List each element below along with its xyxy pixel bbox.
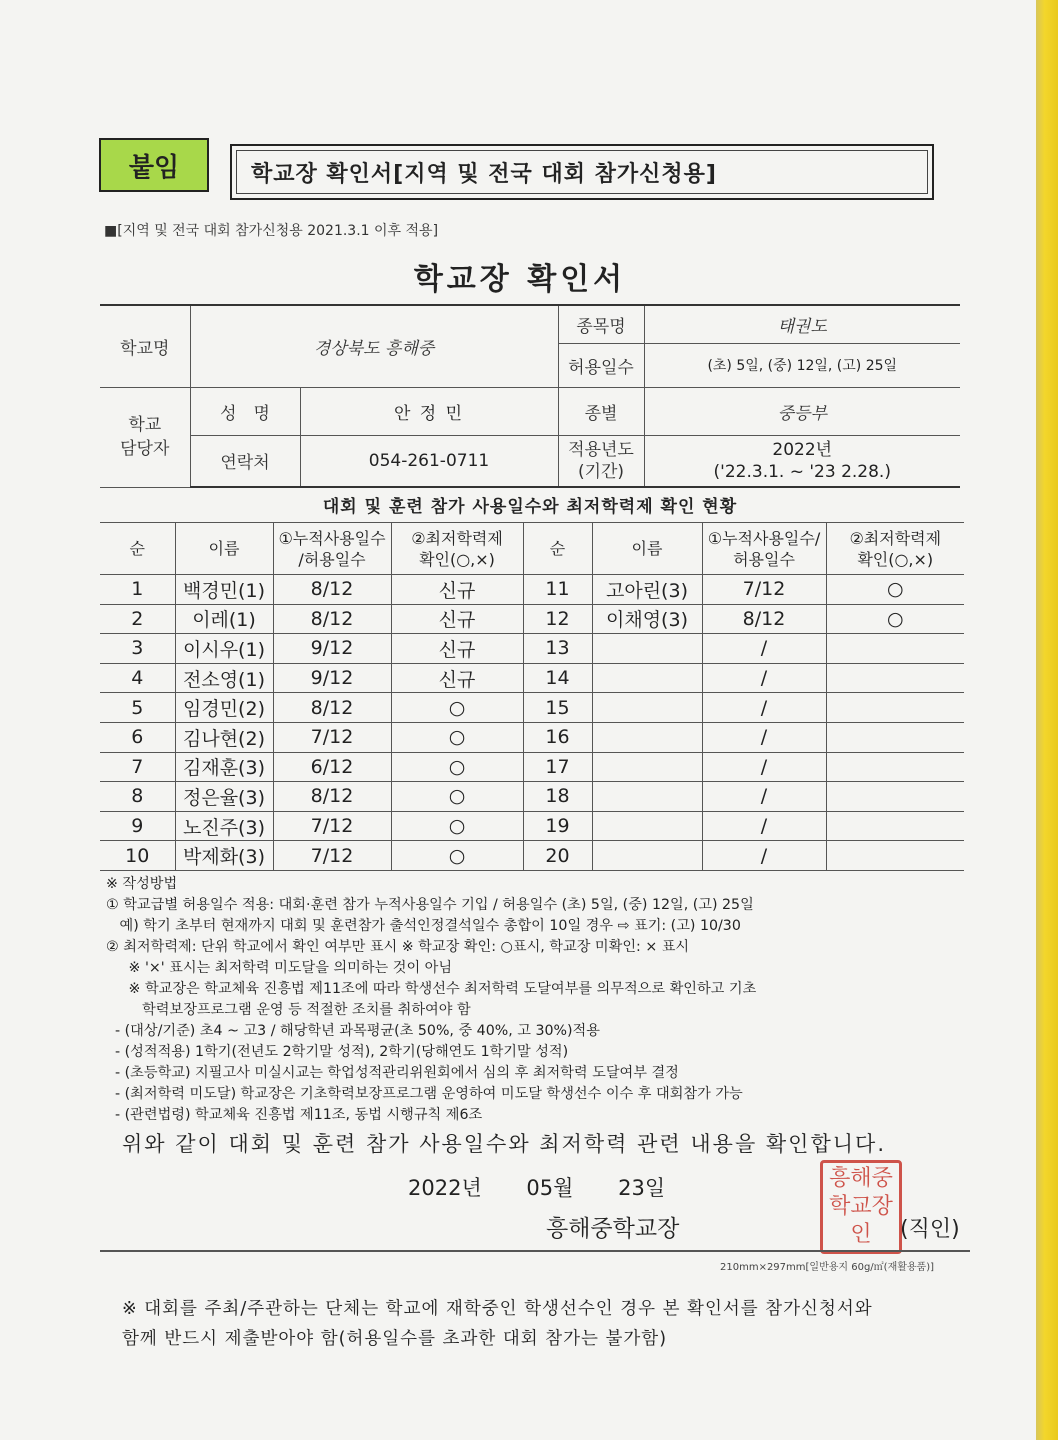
cell-no: 1: [100, 575, 175, 605]
divider: [100, 1250, 970, 1252]
school-value: 경상북도 흥해중: [190, 305, 558, 387]
col-header-name2: 이름: [592, 523, 702, 575]
note-line: - (초등학교) 지필고사 미실시교는 학업성적관리위원회에서 심의 후 최저학력 도달여부 결정: [106, 1065, 679, 1081]
cell-name: 임경민(2): [175, 693, 273, 723]
cell-days: 6/12: [273, 752, 391, 782]
table-row: [100, 663, 964, 693]
cell-days: 9/12: [273, 634, 391, 664]
cell-days2: 8/12: [702, 604, 826, 634]
cell-days2: /: [702, 782, 826, 812]
school-label: 학교명: [100, 305, 190, 387]
sport-value: 태권도: [644, 305, 960, 343]
cell-check2: [826, 782, 964, 812]
cell-check: 신규: [391, 604, 523, 634]
cell-no: 10: [100, 841, 175, 871]
name-value: 안 정 민: [300, 387, 558, 435]
note-line: ※ 학교장은 학교체육 진흥법 제11조에 따라 학생선수 최저학력 도달여부를 의무적으로 확인하고 기초: [106, 981, 757, 997]
cell-days2: /: [702, 722, 826, 752]
cell-check2: [826, 634, 964, 664]
cell-no2: 17: [523, 752, 592, 782]
yellow-folder-edge: [1036, 0, 1058, 1440]
cell-no2: 13: [523, 634, 592, 664]
footer-note: [122, 1294, 873, 1354]
attachment-badge: 붙임: [99, 138, 209, 192]
cell-check2: ○: [826, 575, 964, 605]
note-line: 학력보장프로그램 운영 등 적절한 조치를 취하여야 함: [106, 1002, 471, 1018]
year-value: 2022년: [772, 439, 833, 460]
manager-label: 학교 담당자: [100, 387, 190, 487]
cell-name: 김나현(2): [175, 722, 273, 752]
cell-days: 7/12: [273, 841, 391, 871]
cell-name: 이시우(1): [175, 634, 273, 664]
cell-no2: 18: [523, 782, 592, 812]
allowed-days-value: (초) 5일, (중) 12일, (고) 25일: [644, 343, 960, 387]
cell-no2: 14: [523, 663, 592, 693]
cell-check: ○: [391, 722, 523, 752]
cell-no: 8: [100, 782, 175, 812]
cell-no: 6: [100, 722, 175, 752]
allowed-days-label: 허용일수: [558, 343, 644, 387]
cell-name2: [592, 811, 702, 841]
note-line: - (성적적용) 1학기(전년도 2학기말 성적), 2학기(당해연도 1학기말 성적): [106, 1044, 569, 1060]
cell-no2: 20: [523, 841, 592, 871]
cell-days: 9/12: [273, 663, 391, 693]
cell-no: 9: [100, 811, 175, 841]
student-table: [100, 522, 964, 871]
info-table: [100, 304, 960, 488]
cell-check: ○: [391, 752, 523, 782]
writing-instructions: [106, 874, 966, 1126]
type-label: 종별: [558, 387, 644, 435]
cell-days: 7/12: [273, 811, 391, 841]
col-header-check: ②최저학력제 확인(○,×): [391, 523, 523, 575]
cell-no: 2: [100, 604, 175, 634]
cell-no2: 16: [523, 722, 592, 752]
table-row: [100, 604, 964, 634]
cell-name: 이레(1): [175, 604, 273, 634]
cell-name2: 고아린(3): [592, 575, 702, 605]
cell-days2: /: [702, 634, 826, 664]
type-value: 중등부: [644, 387, 960, 435]
table-row: [100, 752, 964, 782]
cell-check2: [826, 722, 964, 752]
cell-no2: 15: [523, 693, 592, 723]
applicability-note: ■[지역 및 전국 대회 참가신청용 2021.3.1 이후 적용]: [104, 223, 439, 239]
name-label: 성 명: [190, 387, 300, 435]
cell-no: 3: [100, 634, 175, 664]
signature-date: [408, 1172, 703, 1202]
col-header-no: 순: [100, 523, 175, 575]
cell-days2: /: [702, 752, 826, 782]
note-line: 예) 학기 초부터 현재까지 대회 및 훈련참가 출석인정결석일수 총합이 10일 경우 ⇨ 표기: (고) 10/30: [106, 918, 741, 934]
table-row: [100, 782, 964, 812]
table-row: [100, 575, 964, 605]
cell-no2: 11: [523, 575, 592, 605]
cell-check2: [826, 811, 964, 841]
cell-no2: 12: [523, 604, 592, 634]
cell-days: 8/12: [273, 782, 391, 812]
footer-line: ※ 대회를 주최/주관하는 단체는 학교에 재학중인 학생선수인 경우 본 확인서를 참가신청서와: [122, 1299, 873, 1319]
cell-days: 8/12: [273, 604, 391, 634]
cell-days2: /: [702, 693, 826, 723]
official-seal-stamp: 흥해중학교장인: [820, 1160, 902, 1254]
year-label: 적용년도 (기간): [558, 435, 644, 487]
confirmation-statement: 위와 같이 대회 및 훈련 참가 사용일수와 최저학력 관련 내용을 확인합니다.: [122, 1132, 887, 1156]
cell-no: 5: [100, 693, 175, 723]
table-caption: 대회 및 훈련 참가 사용일수와 최저학력제 확인 현황: [322, 497, 738, 517]
cell-name: 박제화(3): [175, 841, 273, 871]
cell-check: 신규: [391, 663, 523, 693]
note-line: - (최저학력 미도달) 학교장은 기초학력보장프로그램 운영하여 미도달 학생선수 이수 후 대회참가 가능: [106, 1086, 743, 1102]
title-box-text: 학교장 확인서[지역 및 전국 대회 참가신청용]: [236, 150, 928, 194]
table-row: [100, 841, 964, 871]
date-day: 23일: [618, 1176, 666, 1200]
cell-name2: 이채영(3): [592, 604, 702, 634]
note-line: ※ '×' 표시는 최저학력 미도달을 의미하는 것이 아님: [106, 960, 453, 976]
cell-check: ○: [391, 811, 523, 841]
table-row: [100, 811, 964, 841]
cell-name: 김재훈(3): [175, 752, 273, 782]
cell-check2: [826, 663, 964, 693]
paper-size-note: 210mm×297mm[일반용지 60g/㎡(재활용품)]: [720, 1262, 935, 1273]
period-value: ('22.3.1. ~ '23 2.28.): [713, 461, 891, 482]
cell-name: 정은율(3): [175, 782, 273, 812]
cell-name: 노진주(3): [175, 811, 273, 841]
cell-days: 7/12: [273, 722, 391, 752]
cell-name2: [592, 722, 702, 752]
cell-name2: [592, 841, 702, 871]
cell-name2: [592, 693, 702, 723]
note-line: - (대상/기준) 초4 ~ 고3 / 해당학년 과목평균(초 50%, 중 40%, 고 30%)적용: [106, 1023, 600, 1039]
cell-name2: [592, 752, 702, 782]
cell-check: 신규: [391, 634, 523, 664]
col-header-no2: 순: [523, 523, 592, 575]
note-line: - (관련법령) 학교체육 진흥법 제11조, 동법 시행규칙 제6조: [106, 1107, 483, 1123]
table-row: [100, 722, 964, 752]
cell-no: 7: [100, 752, 175, 782]
cell-check: 신규: [391, 575, 523, 605]
cell-name2: [592, 782, 702, 812]
cell-days2: 7/12: [702, 575, 826, 605]
cell-days2: /: [702, 811, 826, 841]
contact-label: 연락처: [190, 435, 300, 487]
cell-check: ○: [391, 782, 523, 812]
document-title: 학교장 확인서: [413, 262, 627, 297]
cell-no2: 19: [523, 811, 592, 841]
cell-check2: [826, 693, 964, 723]
cell-name: 전소영(1): [175, 663, 273, 693]
cell-days2: /: [702, 663, 826, 693]
footer-line: 함께 반드시 제출받아야 함(허용일수를 초과한 대회 참가는 불가함): [122, 1329, 668, 1349]
note-line: ※ 작성방법: [106, 876, 178, 892]
cell-name: 백경민(1): [175, 575, 273, 605]
col-header-days: ①누적사용일수 /허용일수: [273, 523, 391, 575]
col-header-check2: ②최저학력제 확인(○,×): [826, 523, 964, 575]
cell-days: 8/12: [273, 575, 391, 605]
signer-title: 흥해중학교장: [546, 1216, 680, 1242]
cell-check2: ○: [826, 604, 964, 634]
note-line: ① 학교급별 허용일수 적용: 대회·훈련 참가 누적사용일수 기입 / 허용일수 (초) 5일, (중) 12일, (고) 25일: [106, 897, 754, 913]
cell-no: 4: [100, 663, 175, 693]
sport-label: 종목명: [558, 305, 644, 343]
cell-days2: /: [702, 841, 826, 871]
cell-check: ○: [391, 693, 523, 723]
col-header-name: 이름: [175, 523, 273, 575]
title-box: [230, 144, 934, 200]
year-cell: [644, 435, 960, 487]
col-header-days2: ①누적사용일수/ 허용일수: [702, 523, 826, 575]
table-row: [100, 693, 964, 723]
contact-value: 054-261-0711: [300, 435, 558, 487]
cell-check2: [826, 841, 964, 871]
seal-mark: (직인): [900, 1217, 960, 1242]
date-month: 05월: [526, 1176, 574, 1200]
cell-name2: [592, 663, 702, 693]
cell-check2: [826, 752, 964, 782]
cell-check: ○: [391, 841, 523, 871]
note-line: ② 최저학력제: 단위 학교에서 확인 여부만 표시 ※ 학교장 확인: ○표시, 학교장 미확인: × 표시: [106, 939, 690, 955]
cell-name2: [592, 634, 702, 664]
cell-days: 8/12: [273, 693, 391, 723]
table-row: [100, 634, 964, 664]
date-year: 2022년: [408, 1176, 482, 1200]
